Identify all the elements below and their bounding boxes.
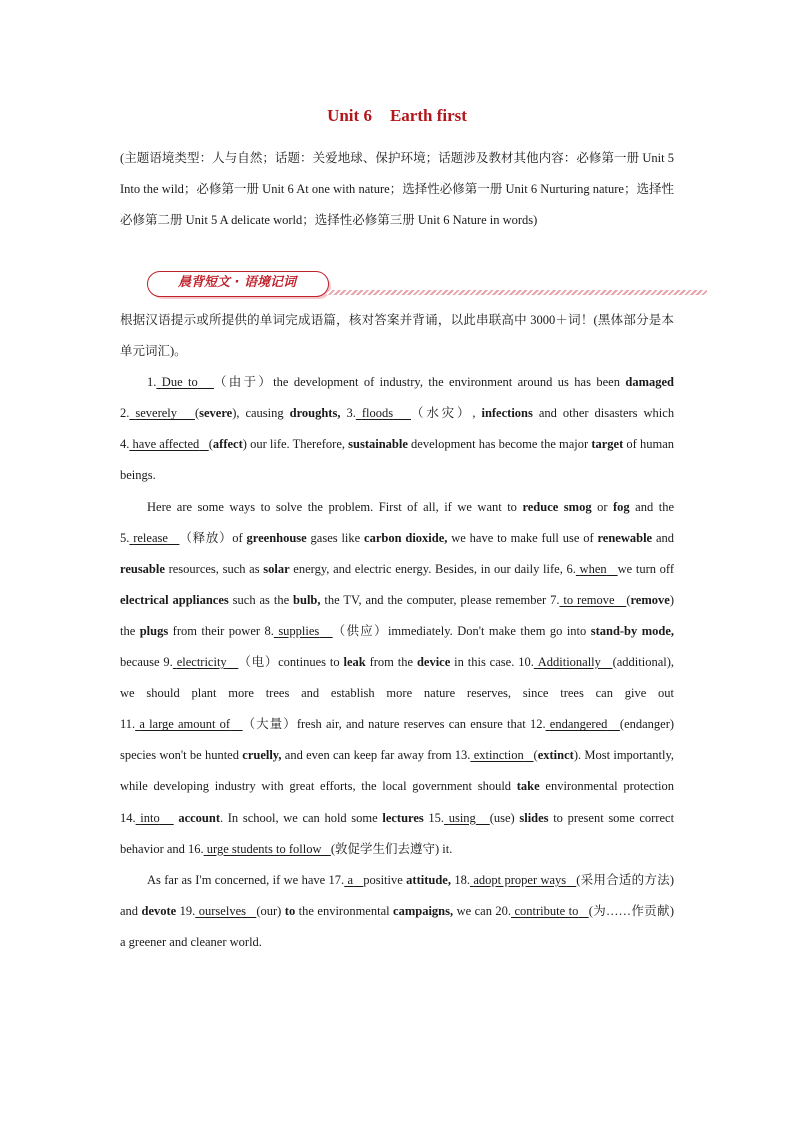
answer-12: endangered xyxy=(549,717,608,732)
intro-paragraph: (主题语境类型：人与自然；话题：关爱地球、保护环境；话题涉及教材其他内容：必修第一册 Unit 5 Into the wild；必修第一册 Unit 6 At one with nature；选择性必修第一册 Unit 6 Nurturing nature；选择性必修第二册 Unit 5 A delicate world；选择性必修第三册 Unit 6 Nature in words) xyxy=(120,151,674,227)
answer-4: have affected xyxy=(132,437,200,452)
paragraph-2: Here are some ways to solve the problem. First of all, if we want to reduce smog or fog and the 5. release （释放）of greenhouse gases like carbon dioxide, we have to make full use of renewable and reusable resources, such as solar energy, and electric energy. Besides, in our daily life, 6. when we turn off electrical appliances such as the bulb, the TV, and the computer, please remember 7. to remove (remove) the plugs from their power 8. supplies （供应）immediately. Don't make them go into stand-by mode, because 9. electricity （电）continues to leak from the device in this case. 10. Additionally (additional), we should plant more trees and establish more nature reserves, since trees can give out 11. a large amount of （大量）fresh air, and nature reserves can ensure that 12. endangered (endanger) species won't be hunted cruelly, and even can keep far away from 13. extinction (extinct). Most importantly, while developing industry with great efforts, the local government should take environmental protection 14. into account. In school, we can hold some lectures 15. using (use) slides to present some correct behavior and 16. urge students to follow (敦促学生们去遵守) it. xyxy=(120,499,675,856)
instruction: 根据汉语提示或所提供的单词完成语篇，核对答案并背诵，以此串联高中 3000＋词！(黑体部分是本单元词汇)。 xyxy=(120,313,674,359)
page-title xyxy=(0,106,794,126)
section-banner xyxy=(147,271,707,299)
answer-9: electricity xyxy=(176,655,227,670)
answer-14: into xyxy=(140,810,160,825)
answer-6: when xyxy=(579,561,607,576)
answer-20: contribute to xyxy=(514,903,579,918)
unit-name: Earth first xyxy=(389,106,467,125)
answer-19: ourselves xyxy=(198,903,246,918)
passage xyxy=(120,305,674,958)
paragraph-1: 1. Due to （由于）the development of industry, the environment around us has been damaged 2. severely (severe), causing droughts, 3. floods （水灾）, infections and other disasters which 4. have affected (affect) our life. Therefore, sustainable development has become the major target of human beings. xyxy=(120,375,675,483)
answer-13: extinction xyxy=(473,748,524,763)
answer-11: a large amount of xyxy=(139,717,231,732)
banner-title: 晨背短文 · 语境记词 xyxy=(178,275,296,290)
answer-18: adopt proper ways xyxy=(473,872,567,887)
answer-17: a xyxy=(347,872,354,887)
answer-1: Due to xyxy=(161,375,198,390)
answer-8: supplies xyxy=(278,623,320,638)
banner-stripe xyxy=(327,290,707,295)
answer-10: Additionally xyxy=(537,655,601,670)
unit-label: Unit 6 xyxy=(327,106,372,125)
paragraph-3: As far as I'm concerned, if we have 17. a positive attitude, 18. adopt proper ways (采用合适的方法) and devote 19. ourselves (our) to the environmental campaigns, we can 20. contribute to (为……作贡献) a greener and cleaner world. xyxy=(120,872,675,949)
answer-15: using xyxy=(448,810,476,825)
answer-2: severely xyxy=(135,406,178,421)
answer-7: to remove xyxy=(563,592,615,607)
answer-16: urge students to follow xyxy=(206,841,322,856)
answer-3: floods xyxy=(361,406,394,421)
answer-5: release xyxy=(133,530,168,545)
